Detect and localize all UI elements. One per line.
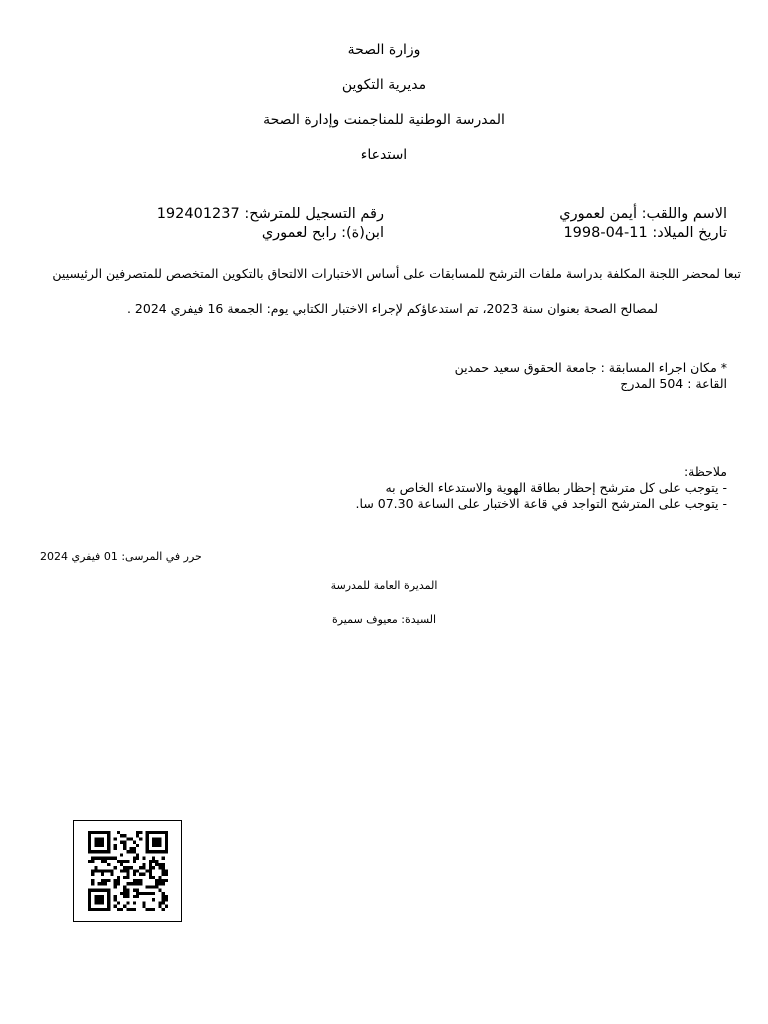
director-name: السيدة: معيوف سميرة — [331, 613, 437, 626]
body-paragraph-line-2: لمصالح الصحة بعنوان سنة 2023، تم استدعاؤكم لإجراء الاختبار الكتابي يوم: الجمعة 16 فيفري 2024 . — [126, 301, 658, 316]
note-item-2: - يتوجب على المترشح التواجد في قاعة الاختبار على الساعة 07.30 سا. — [355, 496, 727, 511]
document-title: استدعاء — [360, 147, 408, 163]
registration-number: رقم التسجيل للمترشح: 192401237 — [156, 206, 384, 222]
director-title: المديرة العامة للمدرسة — [330, 579, 438, 592]
birth-date: تاريخ الميلاد: 11-04-1998 — [563, 225, 727, 241]
qr-code-frame — [73, 820, 182, 922]
ministry-heading: وزارة الصحة — [347, 42, 421, 58]
school-heading: المدرسة الوطنية للمناجمنت وإدارة الصحة — [263, 112, 505, 128]
exam-hall: القاعة : 504 المدرج — [620, 376, 727, 391]
parent-name: ابن(ة): رابح لعموري — [261, 225, 384, 241]
notes-title: ملاحظة: — [683, 464, 727, 479]
candidate-name: الاسم واللقب: أيمن لعموري — [559, 206, 727, 222]
body-paragraph-line-1: تبعا لمحضر اللجنة المكلفة بدراسة ملفات الترشح للمسابقات على أساس الاختبارات الالتحاق بالتكوين المتخصص للمتصرفين الرئيسيين — [52, 266, 741, 281]
directorate-heading: مديرية التكوين — [341, 77, 427, 93]
qr-code-icon — [88, 831, 168, 911]
issued-place-date: حرر في المرسى: 01 فيفري 2024 — [40, 550, 202, 563]
exam-venue: * مكان اجراء المسابقة : جامعة الحقوق سعيد حمدين — [454, 360, 727, 375]
note-item-1: - يتوجب على كل مترشح إحظار بطاقة الهوية والاستدعاء الخاص به — [385, 480, 727, 495]
